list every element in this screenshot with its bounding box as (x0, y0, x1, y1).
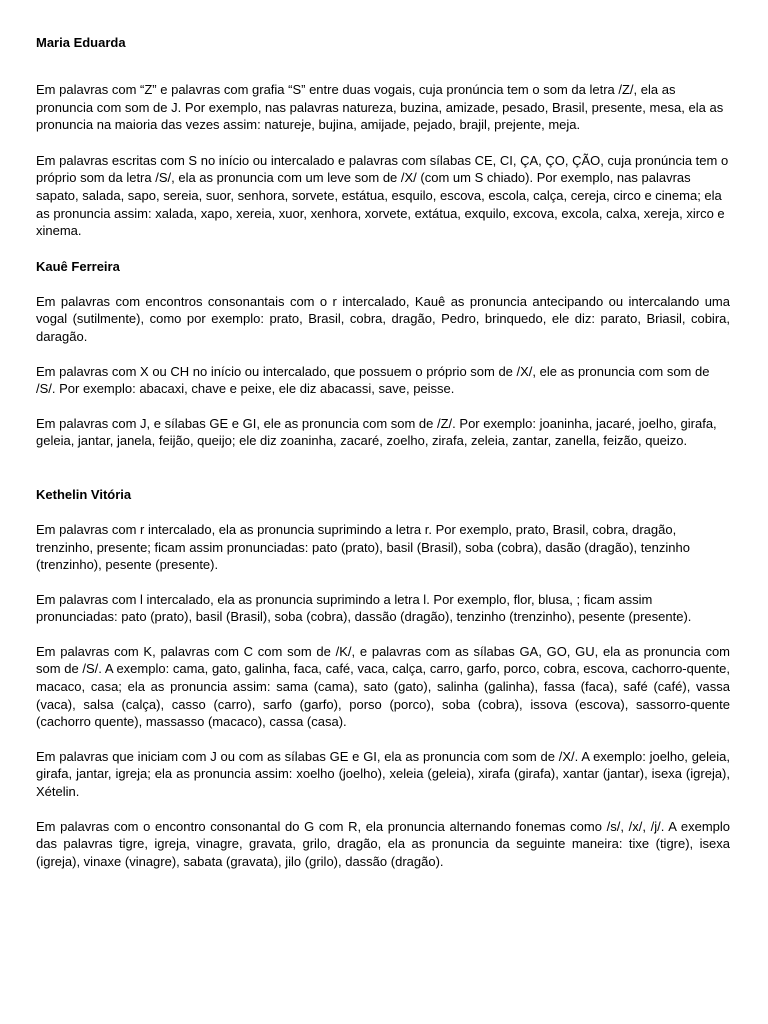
paragraph: Em palavras com K, palavras com C com som de /K/, e palavras com as sílabas GA, GO, GU, ela as pronuncia com som de /S/. A exemplo: cama, gato, galinha, faca, café, vaca, calça, carro, garfo, porco, cobra, escova, cachorro-quente, macaco, casa; ela as pronuncia assim: sama (cama), sato (gato), salinha (galinha), fassa (faca), safé (café), vassa (vaca), salsa (calça), casso (carro), sarfo (garfo), porso (porco), soba (cobra), issova (escova), sassorro-quente (cachorro quente), massasso (macaco), cassa (casa). (36, 643, 730, 730)
paragraph: Em palavras que iniciam com J ou com as sílabas GE e GI, ela as pronuncia com som de /X/. A exemplo: joelho, geleia, girafa, jantar, igreja; ela as pronuncia assim: xoelho (joelho), xeleia (geleia), xirafa (girafa), xantar (jantar), isexa (igreja), Xételin. (36, 748, 730, 800)
paragraph: Em palavras com X ou CH no início ou intercalado, que possuem o próprio som de /X/, ele as pronuncia com som de /S/. Por exemplo: abacaxi, chave e peixe, ele diz abacassi, save, peisse. (36, 363, 710, 397)
section-heading-maria-eduarda: Maria Eduarda (36, 35, 126, 50)
paragraph: Em palavras com encontros consonantais com o r intercalado, Kauê as pronuncia antecipando ou intercalando uma vogal (sutilmente), como por exemplo: prato, Brasil, cobra, dragão, Pedro, brinquedo, ele diz: parato, Briasil, cobira, daragão. (36, 293, 730, 344)
paragraph: Em palavras com l intercalado, ela as pronuncia suprimindo a letra l. Por exemplo, flor, blusa, ; ficam assim pronunciadas: pato (prato), basil (Brasil), soba (cobra), dassão (dragão), tenzinho (trenzinho), pesente (presente). (36, 591, 692, 625)
paragraph: Em palavras com r intercalado, ela as pronuncia suprimindo a letra r. Por exemplo, prato, Brasil, cobra, dragão, trenzinho, presente; ficam assim pronunciadas: pato (prato), basil (Brasil), soba (cobra), dasão (dragão), tenzinho (trenzinho), pesente (presente). (36, 521, 690, 573)
section-heading-kaue-ferreira: Kauê Ferreira (36, 258, 120, 274)
section-heading-kethelin-vitoria: Kethelin Vitória (36, 486, 132, 502)
paragraph: Em palavras escritas com S no início ou intercalado e palavras com sílabas CE, CI, ÇA, ÇO, ÇÃO, cuja pronúncia tem o próprio som da letra /S/, ela as pronuncia com um leve som de /X/ (com um S chiado). Por exemplo, nas palavras sapato, salada, sapo, sereia, suor, senhora, sorvete, estátua, esquilo, escova, escola, calça, cereja, circo e cinema; ela as pronuncia assim: xalada, xapo, xereia, xuor, xenhora, xorvete, extátua, exquilo, excova, excola, calxa, xereja, xirco e xinema. (36, 152, 729, 239)
paragraph: Em palavras com “Z” e palavras com grafia “S” entre duas vogais, cuja pronúncia tem o som da letra /Z/, ela as pronuncia com som de J. Por exemplo, nas palavras natureza, buzina, amizade, pesado, Brasil, presente, mesa, ela as pronuncia na maioria das vezes assim: natureje, bujina, amijade, pejado, brajil, prejente, meja. (36, 82, 724, 133)
paragraph: Em palavras com o encontro consonantal do G com R, ela pronuncia alternando fonemas como /s/, /x/, /j/. A exemplo das palavras tigre, igreja, vinagre, gravata, grilo, dragão, ela as pronuncia da seguinte maneira: tixe (tigre), isexa (igreja), vinaxe (vinagre), sabata (gravata), jilo (grilo), dassão (dragão). (36, 818, 730, 869)
paragraph: Em palavras com J, e sílabas GE e GI, ele as pronuncia com som de /Z/. Por exemplo: joaninha, jacaré, joelho, girafa, geleia, jantar, janela, feijão, queijo; ele diz zoaninha, zacaré, zoelho, zirafa, zeleia, zantar, zanella, feizão, queizo. (36, 415, 717, 449)
